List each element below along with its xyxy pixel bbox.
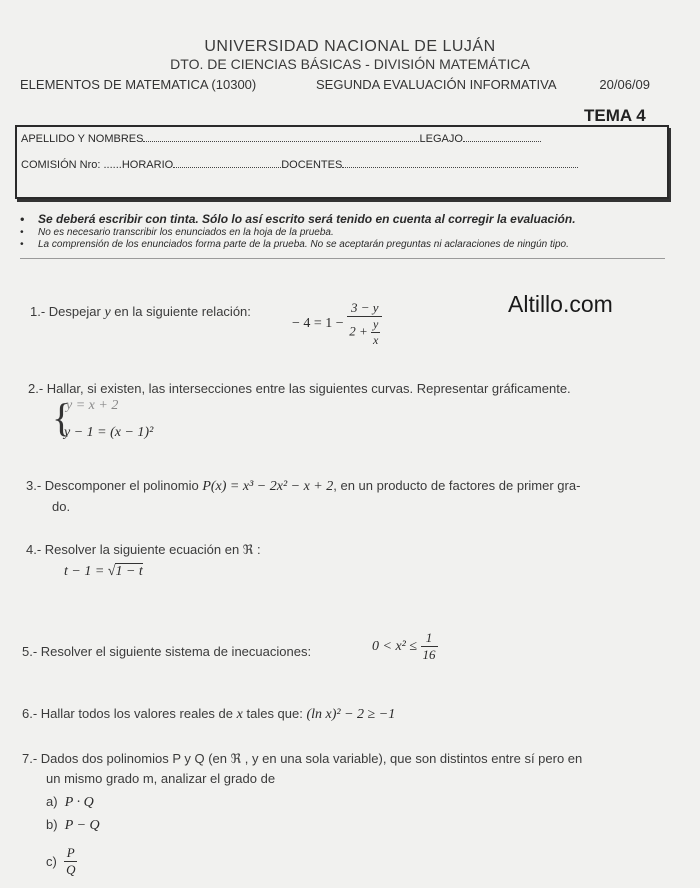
instructions — [18, 212, 658, 251]
question-5-ineq: 0 < x² ≤ $\frac{1}{16}$ — [372, 630, 436, 662]
watermark: Altillo.com — [508, 291, 613, 317]
instruction-item: • No es necesario transcribir los enunciados en la hoja de la prueba. — [20, 227, 334, 238]
surname-label: APELLIDO Y NOMBRES — [21, 133, 144, 145]
horario-label: HORARIO — [121, 159, 174, 171]
department-name: DTO. DE CIENCIAS BÁSICAS - DIVISIÓN MATEMÁTICA — [170, 56, 530, 72]
question-7-item-a: a) P · Q — [46, 794, 94, 810]
exam-name: SEGUNDA EVALUACIÓN INFORMATIVA — [316, 77, 557, 92]
question-2-eq1: y = x + 2 — [66, 398, 119, 413]
university-name: UNIVERSIDAD NACIONAL DE LUJÁN — [204, 38, 496, 55]
tema-label: TEMA 4 — [584, 106, 646, 125]
legajo-field[interactable] — [463, 131, 541, 142]
question-3-cont: do. — [52, 499, 71, 514]
horario-field[interactable] — [173, 157, 281, 168]
question-5: 5.- Resolver el siguiente sistema de inecuaciones: — [22, 644, 312, 659]
question-7: 7.- Dados dos polinomios P y Q (en ℜ , y en una sola variable), que son distintos entre sí pero en — [22, 751, 583, 766]
comision-label: COMISIÓN Nro: ...... — [21, 159, 122, 171]
question-2: 2.- Hallar, si existen, las intersecciones entre las siguientes curvas. Representar gráficamente. — [28, 381, 571, 396]
instruction-item: • La comprensión de los enunciados forma parte de la prueba. No se aceptarán preguntas ni aclaraciones de ningún tipo. — [20, 239, 569, 250]
legajo-label: LEGAJO — [419, 133, 463, 145]
question-1-formula: − 4 = 1 − 3 − y 2 + $\frac{y}{x}$ — [292, 300, 382, 348]
question-7-cont: un mismo grado m, analizar el grado de — [46, 771, 276, 786]
system-brace: { — [52, 395, 72, 440]
commission-row — [21, 157, 578, 171]
question-6: 6.- Hallar todos los valores reales de x tales que: (ln x)² − 2 ≥ −1 — [22, 706, 396, 722]
question-4: 4.- Resolver la siguiente ecuación en ℜ : — [26, 542, 261, 557]
subject-name: ELEMENTOS DE MATEMATICA (10300) — [20, 77, 257, 92]
divider — [20, 258, 665, 259]
instruction-item: • Se deberá escribir con tinta. Sólo lo así escrito será tenido en cuenta al corregir la evaluación. — [20, 212, 576, 226]
student-info-box — [15, 125, 669, 199]
question-7-item-c: c) $\frac{P}{Q}$ — [46, 845, 76, 877]
question-7-item-b: b) P − Q — [46, 817, 100, 833]
question-3: 3.- Descomponer el polinomio P(x) = x³ − 2x² − x + 2, en un producto de factores de primer gra- — [26, 478, 581, 494]
docentes-field[interactable] — [342, 157, 578, 168]
question-2-eq2: y − 1 = (x − 1)² — [64, 425, 154, 440]
question-1: 1.- Despejar y en la siguiente relación: — [30, 304, 251, 320]
question-4-eq: t − 1 = √1 − t — [64, 564, 143, 579]
surname-field[interactable] — [143, 131, 419, 142]
docentes-label: DOCENTES — [281, 159, 343, 171]
exam-date: 20/06/09 — [599, 77, 650, 92]
name-row — [21, 131, 541, 145]
